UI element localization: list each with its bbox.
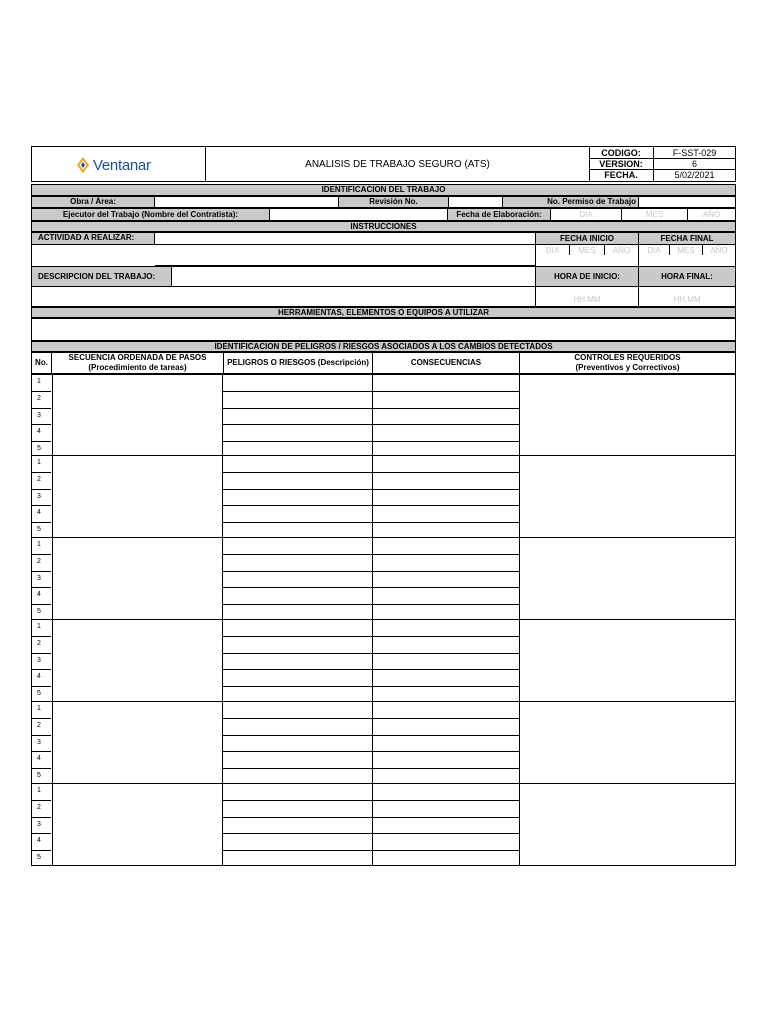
consecuencia-cell[interactable] [373,768,519,784]
consecuencia-cell[interactable] [373,800,519,816]
revision-field[interactable] [449,197,502,207]
row-number: 4 [32,833,51,849]
consecuencia-cell[interactable] [373,424,519,440]
row-number: 4 [32,669,51,685]
col-secuencia-title: SECUENCIA ORDENADA DE PASOS [68,353,207,362]
header-box [31,146,736,182]
row-number: 2 [32,391,51,407]
consecuencia-cell[interactable] [373,505,519,521]
hazard-groups [31,374,736,866]
col-peligros-header: PELIGROS O RIESGOS (Descripción) [227,358,369,367]
row-number: 5 [32,441,51,457]
peligro-cell[interactable] [223,489,373,505]
diamond-logo-icon [76,156,90,174]
consecuencia-cell[interactable] [373,587,519,603]
peligro-cell[interactable] [223,391,373,407]
peligro-cell[interactable] [223,620,373,636]
row-number: 1 [37,541,41,548]
fecha-final-mes[interactable]: MES [677,245,695,255]
hora-final-field[interactable]: HH:MM [673,294,701,304]
peligro-cell[interactable] [223,587,373,603]
fecha-label: FECHA. [604,170,638,180]
row-number: 3 [32,489,51,505]
obra-row [31,196,736,208]
peligro-cell[interactable] [223,751,373,767]
peligro-cell[interactable] [223,768,373,784]
consecuencia-cell[interactable] [373,571,519,587]
peligro-cell[interactable] [223,718,373,734]
fecha-elab-dia[interactable]: DIA [579,210,593,219]
company-logo [76,153,186,177]
consecuencia-cell[interactable] [373,620,519,636]
consecuencia-cell[interactable] [373,702,519,718]
consecuencia-cell[interactable] [373,850,519,866]
peligro-cell[interactable] [223,441,373,457]
peligro-cell[interactable] [223,800,373,816]
consecuencia-cell[interactable] [373,391,519,407]
hazard-group [31,620,736,702]
controles-cell[interactable] [519,620,735,701]
peligro-cell[interactable] [223,522,373,538]
ejecutor-label: Ejecutor del Trabajo (Nombre del Contratista): [32,209,269,220]
hora-inicio-field[interactable]: HH:MM [573,294,601,304]
secuencia-cell[interactable] [52,538,223,619]
row-number: 1 [37,623,41,630]
version-label: VERSION: [599,158,643,169]
fecha-inicio-dia[interactable]: DIA [545,245,560,255]
fecha-final-dia[interactable]: DIA [647,245,661,255]
peligro-cell[interactable] [223,375,373,391]
permiso-field[interactable] [639,197,735,207]
row-number: 4 [32,505,51,521]
row-number: 3 [32,817,51,833]
consecuencia-cell[interactable] [373,408,519,424]
secuencia-cell[interactable] [52,375,223,455]
herramientas-field[interactable] [31,318,736,341]
controles-cell[interactable] [519,538,735,619]
instrucciones-block [31,232,736,307]
descripcion-field[interactable] [172,267,535,286]
col-no-header: No. [35,358,48,367]
row-number: 5 [32,522,51,538]
peligro-cell[interactable] [223,554,373,570]
row-number: 5 [32,686,51,702]
consecuencia-cell[interactable] [373,472,519,488]
controles-cell[interactable] [519,784,735,865]
identificacion-section-title: IDENTIFICACION DEL TRABAJO [31,184,736,196]
codigo-value: F-SST-029 [672,147,717,158]
controles-cell[interactable] [519,375,735,455]
peligro-cell[interactable] [223,669,373,685]
row-number: 2 [32,800,51,816]
fecha-final-anio[interactable]: AÑO [710,245,728,255]
hazard-group [31,538,736,620]
row-number: 1 [37,459,41,466]
row-number: 4 [32,587,51,603]
col-consecuencias-header: CONSECUENCIAS [410,358,482,367]
obra-field[interactable] [155,197,338,207]
peligro-cell[interactable] [223,784,373,800]
descripcion-detail-field[interactable] [32,287,535,306]
version-value: 6 [691,158,697,169]
row-number: 2 [32,554,51,570]
consecuencia-cell[interactable] [373,735,519,751]
col-controles-title: CONTROLES REQUERIDOS [574,353,681,362]
secuencia-cell[interactable] [52,620,223,701]
hazard-group [31,374,736,456]
hora-inicio-label: HORA DE INICIO: [536,267,638,286]
consecuencia-cell[interactable] [373,817,519,833]
document-title: ANALISIS DE TRABAJO SEGURO (ATS) [305,158,490,170]
consecuencia-cell[interactable] [373,522,519,538]
peligro-cell[interactable] [223,636,373,652]
row-number: 3 [32,408,51,424]
peligro-cell[interactable] [223,735,373,751]
peligro-cell[interactable] [223,850,373,866]
row-number: 2 [32,636,51,652]
consecuencia-cell[interactable] [373,636,519,652]
company-name: Ventanar [93,156,151,174]
row-number: 3 [32,571,51,587]
row-number: 1 [37,378,41,385]
peligro-cell[interactable] [223,686,373,702]
col-controles-header [520,353,735,373]
fecha-final-label: FECHA FINAL [639,233,735,244]
hazard-group [31,784,736,866]
revision-label: Revisión No. [339,197,448,207]
row-number: 2 [32,718,51,734]
peligro-cell[interactable] [223,817,373,833]
hazard-group [31,456,736,538]
consecuencia-cell[interactable] [373,751,519,767]
peligro-cell[interactable] [223,702,373,718]
row-number: 5 [32,850,51,866]
col-controles-subtitle: (Preventivos y Correctivos) [575,363,680,372]
peligro-cell[interactable] [223,408,373,424]
fecha-inicio-mes[interactable]: MES [578,245,596,255]
document-meta [589,147,736,181]
consecuencia-cell[interactable] [373,686,519,702]
actividad-label: ACTIVIDAD A REALIZAR: [32,233,154,244]
ejecutor-row [31,208,736,221]
actividad-field[interactable] [155,233,535,266]
row-number: 3 [32,653,51,669]
fecha-elab-mes[interactable]: MES [645,210,664,219]
consecuencia-cell[interactable] [373,538,519,554]
peligros-section-title: IDENTIFICACION DE PELIGROS / RIESGOS ASOCIADOS A LOS CAMBIOS DETECTADOS [31,341,736,352]
peligro-cell[interactable] [223,538,373,554]
consecuencia-cell[interactable] [373,653,519,669]
obra-label: Obra / Área: [32,197,154,207]
peligro-cell[interactable] [223,456,373,472]
peligro-cell[interactable] [223,424,373,440]
secuencia-cell[interactable] [52,702,223,783]
peligro-cell[interactable] [223,604,373,620]
secuencia-cell[interactable] [52,784,223,865]
peligro-cell[interactable] [223,472,373,488]
consecuencia-cell[interactable] [373,441,519,457]
peligro-cell[interactable] [223,571,373,587]
fecha-elab-anio[interactable]: AÑO [702,210,721,219]
peligros-header-row [31,352,736,374]
hazard-group [31,702,736,784]
permiso-label: No. Permiso de Trabajo [503,197,638,207]
row-number: 5 [32,604,51,620]
fecha-value: 5/02/2021 [674,170,715,180]
controles-cell[interactable] [519,702,735,783]
secuencia-cell[interactable] [52,456,223,537]
fecha-elaboracion-label: Fecha de Elaboración: [448,209,550,220]
consecuencia-cell[interactable] [373,718,519,734]
row-number: 1 [37,787,41,794]
col-secuencia-header [52,353,223,373]
controles-cell[interactable] [519,456,735,537]
row-number: 2 [32,472,51,488]
instrucciones-section-title: INSTRUCCIONES [31,221,736,232]
row-number: 1 [37,705,41,712]
codigo-label: CODIGO: [601,147,641,158]
peligro-cell[interactable] [223,833,373,849]
consecuencia-cell[interactable] [373,833,519,849]
row-number: 5 [32,768,51,784]
consecuencia-cell[interactable] [373,784,519,800]
col-secuencia-subtitle: (Procedimiento de tareas) [88,363,187,372]
consecuencia-cell[interactable] [373,489,519,505]
consecuencia-cell[interactable] [373,456,519,472]
peligro-cell[interactable] [223,653,373,669]
row-number: 3 [32,735,51,751]
consecuencia-cell[interactable] [373,554,519,570]
hora-final-label: HORA FINAL: [639,267,735,286]
descripcion-label: DESCRIPCION DEL TRABAJO: [32,267,171,286]
row-number: 4 [32,424,51,440]
ejecutor-field[interactable] [270,209,447,220]
peligro-cell[interactable] [223,505,373,521]
consecuencia-cell[interactable] [373,604,519,620]
row-number: 4 [32,751,51,767]
herramientas-section-title: HERRAMIENTAS, ELEMENTOS O EQUIPOS A UTILIZAR [31,307,736,318]
fecha-inicio-anio[interactable]: AÑO [612,245,631,255]
consecuencia-cell[interactable] [373,669,519,685]
fecha-inicio-label: FECHA INICIO [536,233,638,244]
consecuencia-cell[interactable] [373,375,519,391]
